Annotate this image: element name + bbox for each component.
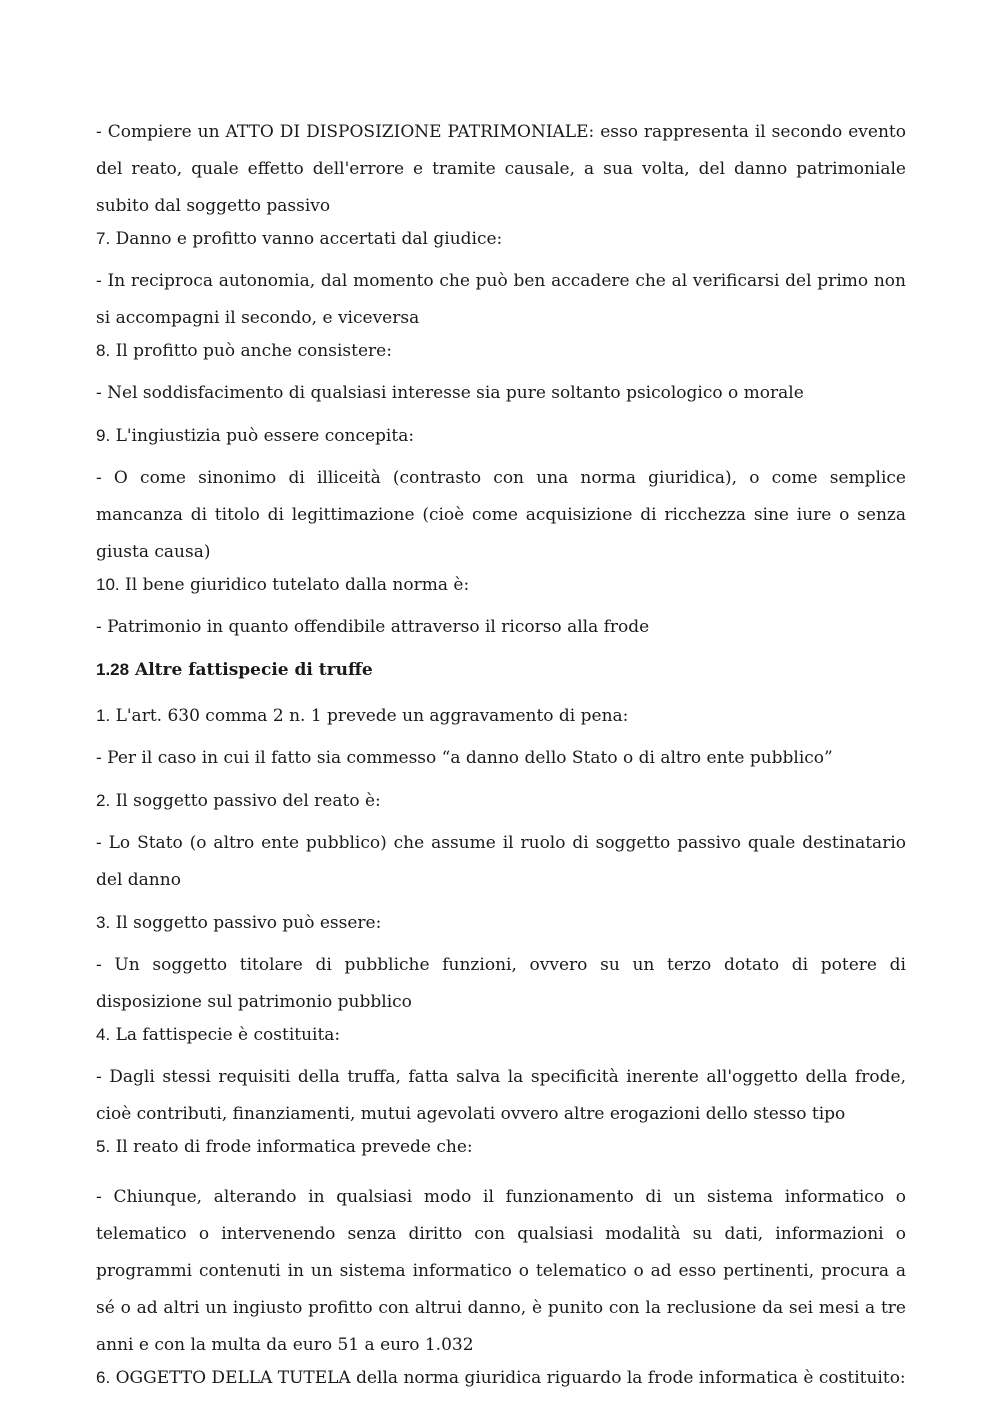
question-text: Il soggetto passivo può essere: [115,913,382,933]
question-number: 8. [96,341,111,360]
question-number: 5. [96,1137,111,1156]
question-number: 7. [96,229,111,248]
answer-1: - Per il caso in cui il fatto sia commesso “a danno dello Stato o di altro ente pubblico” [96,748,833,768]
question-text: Il reato di frode informatica prevede che: [115,1137,473,1157]
document-page [96,114,906,1392]
answer-2: - Lo Stato (o altro ente pubblico) che assume il ruolo di soggetto passivo quale destinatario del danno [96,833,906,890]
question-text: Il soggetto passivo del reato è: [115,791,381,811]
question-text: Il profitto può anche consistere: [115,341,392,361]
answer-10: - Patrimonio in quanto offendibile attraverso il ricorso alla frode [96,617,650,637]
question-number: 9. [96,426,111,445]
answer-7: - In reciproca autonomia, dal momento che può ben accadere che al verificarsi del primo non si accompagni il secondo, e viceversa [96,271,906,328]
answer-text: - Compiere un ATTO DI DISPOSIZIONE PATRIMONIALE: esso rappresenta il secondo evento del reato, quale effetto dell'errore e tramite causale, a sua volta, del danno patrimoniale subito dal soggetto passivo [96,122,906,216]
question-10 [96,571,906,599]
answer-9: - O come sinonimo di illiceità (contrasto con una norma giuridica), o come semplice mancanza di titolo di legittimazione (cioè come acquisizione di ricchezza sine iure o senza giusta causa) [96,468,906,562]
question-text: Il bene giuridico tutelato dalla norma è: [125,575,470,595]
question-text: OGGETTO DELLA TUTELA della norma giuridica riguardo la frode informatica è costituito: [115,1368,906,1388]
question-text: L'art. 630 comma 2 n. 1 prevede un aggravamento di pena: [115,706,629,726]
answer-5: - Chiunque, alterando in qualsiasi modo il funzionamento di un sistema informatico o telematico o intervenendo senza diritto con qualsiasi modalità su dati, informazioni o programmi contenuti in un sistema informatico o telematico o ad esso pertinenti, procura a sé o ad altri un ingiusto profitto con altrui danno, è punito con la reclusione da sei mesi a tre anni e con la multa da euro 51 a euro 1.032 [96,1187,906,1355]
question-number: 4. [96,1025,111,1044]
question-6 [96,1364,906,1392]
question-number: 6. [96,1368,111,1387]
question-1 [96,702,906,730]
section-heading [96,656,906,684]
question-text: La fattispecie è costituita: [115,1025,341,1045]
question-number: 10. [96,575,120,594]
question-2 [96,787,906,815]
question-5 [96,1133,906,1161]
answer-4: - Dagli stessi requisiti della truffa, fatta salva la specificità inerente all'oggetto della frode, cioè contributi, finanziamenti, mutui agevolati ovvero altre erogazioni dello stesso tipo [96,1067,906,1124]
section-title: Altre fattispecie di truffe [135,660,373,680]
question-9 [96,422,906,450]
question-number: 3. [96,913,111,932]
question-8 [96,337,906,365]
question-text: L'ingiustizia può essere concepita: [115,426,415,446]
question-number: 2. [96,791,111,810]
answer-8: - Nel soddisfacimento di qualsiasi interesse sia pure soltanto psicologico o morale [96,383,804,403]
question-text: Danno e profitto vanno accertati dal giudice: [115,229,503,249]
question-4 [96,1021,906,1049]
question-7 [96,225,906,253]
question-3 [96,909,906,937]
question-number: 1. [96,706,111,725]
answer-3: - Un soggetto titolare di pubbliche funzioni, ovvero su un terzo dotato di potere di disposizione sul patrimonio pubblico [96,955,906,1012]
section-number: 1.28 [96,660,130,679]
